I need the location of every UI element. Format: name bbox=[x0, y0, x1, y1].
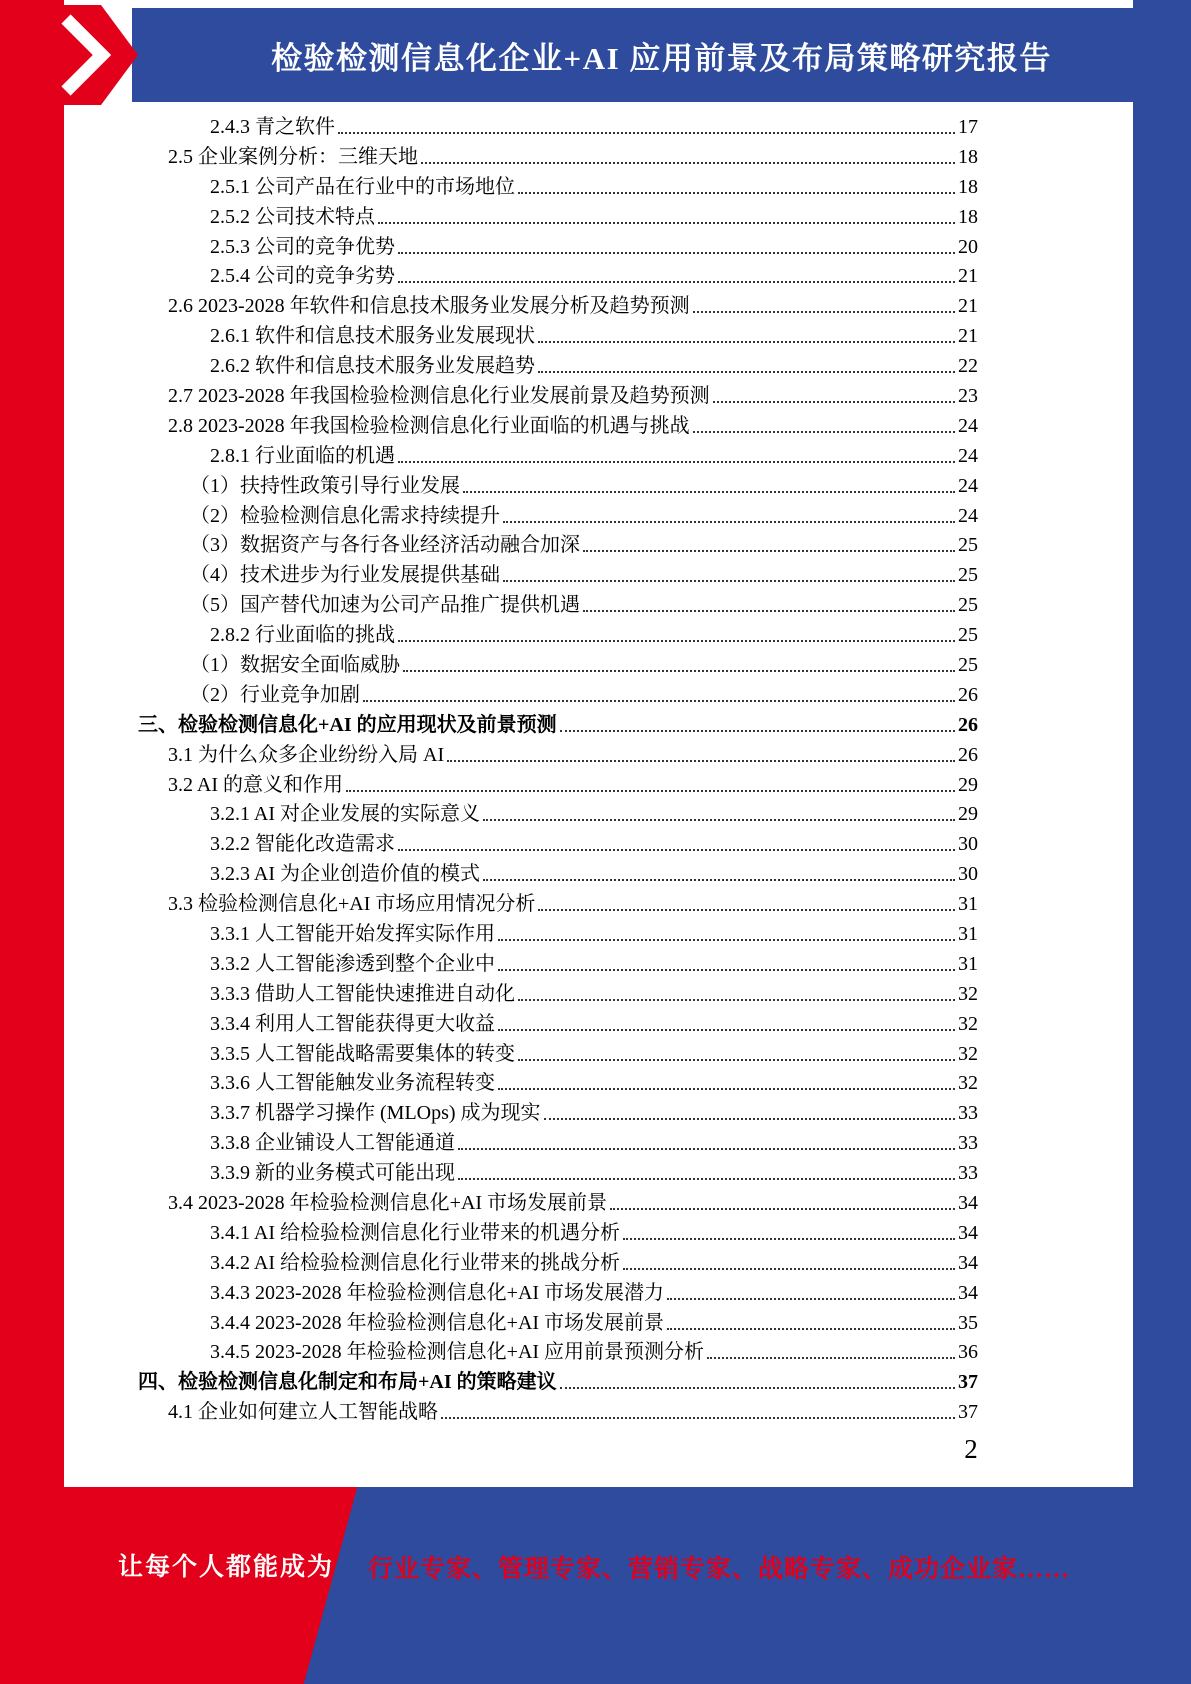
toc-entry-label: 3.2.3 AI 为企业创造价值的模式 bbox=[210, 863, 480, 886]
toc-entry[interactable] bbox=[138, 680, 978, 710]
toc-entry-page: 24 bbox=[958, 504, 978, 527]
toc-dot-leader bbox=[538, 371, 955, 373]
toc-dot-leader bbox=[498, 939, 955, 941]
toc-entry-page: 34 bbox=[958, 1251, 978, 1274]
toc-entry-page: 33 bbox=[958, 1102, 978, 1125]
toc-entry-label: （4）技术进步为行业发展提供基础 bbox=[190, 564, 500, 587]
toc-entry-label: 3.4 2023-2028 年检验检测信息化+AI 市场发展前景 bbox=[168, 1192, 608, 1214]
toc-dot-leader bbox=[503, 521, 955, 523]
toc-entry[interactable] bbox=[138, 620, 978, 650]
toc-entry[interactable] bbox=[138, 949, 978, 979]
toc-entry-label: （2）检验检测信息化需求持续提升 bbox=[190, 504, 500, 527]
toc-entry-label: 3.4.1 AI 给检验检测信息化行业带来的机遇分析 bbox=[210, 1221, 620, 1244]
toc-entry-page: 25 bbox=[958, 564, 978, 587]
toc-dot-leader bbox=[623, 1268, 955, 1270]
toc-entry-label: 2.5.3 公司的竞争优势 bbox=[210, 235, 395, 258]
toc-entry-label: 4.1 企业如何建立人工智能战略 bbox=[168, 1401, 438, 1424]
toc-entry-page: 37 bbox=[958, 1371, 978, 1394]
toc-dot-leader bbox=[518, 1059, 955, 1061]
toc-entry[interactable] bbox=[138, 650, 978, 680]
toc-entry-label: 2.8.2 行业面临的挑战 bbox=[210, 624, 395, 647]
toc-entry[interactable] bbox=[138, 1367, 978, 1397]
toc-entry[interactable] bbox=[138, 291, 978, 321]
toc-entry-page: 26 bbox=[958, 743, 978, 766]
toc-entry[interactable] bbox=[138, 530, 978, 560]
toc-entry-label: 2.5.1 公司产品在行业中的市场地位 bbox=[210, 175, 515, 198]
toc-dot-leader bbox=[483, 819, 955, 821]
toc-entry-label: 三、检验检测信息化+AI 的应用现状及前景预测 bbox=[138, 713, 557, 736]
toc-entry-label: 3.3.6 人工智能触发业务流程转变 bbox=[210, 1072, 495, 1095]
toc-dot-leader bbox=[667, 1298, 955, 1300]
toc-dot-leader bbox=[498, 969, 955, 971]
toc-entry-page: 32 bbox=[958, 982, 978, 1005]
toc-dot-leader bbox=[560, 730, 955, 732]
toc-entry-page: 22 bbox=[958, 355, 978, 378]
toc-dot-leader bbox=[447, 760, 955, 762]
report-title: 检验检测信息化企业+AI 应用前景及布局策略研究报告 bbox=[271, 40, 1052, 76]
toc-entry-label: （3）数据资产与各行各业经济活动融合加深 bbox=[190, 534, 580, 557]
toc-entry-label: 3.4.2 AI 给检验检测信息化行业带来的挑战分析 bbox=[210, 1251, 620, 1274]
toc-entry-label: 3.3.1 人工智能开始发挥实际作用 bbox=[210, 922, 495, 945]
toc-entry-label: 2.6.1 软件和信息技术服务业发展现状 bbox=[210, 325, 535, 348]
toc-entry-label: 3.2 AI 的意义和作用 bbox=[168, 773, 343, 796]
toc-entry[interactable] bbox=[138, 381, 978, 411]
toc-entry-label: 2.4.3 青之软件 bbox=[210, 115, 335, 138]
toc-entry-page: 25 bbox=[958, 653, 978, 676]
report-header bbox=[132, 8, 1191, 102]
toc-entry-page: 21 bbox=[958, 265, 978, 288]
toc-entry-label: 3.1 为什么众多企业纷纷入局 AI bbox=[168, 743, 445, 766]
toc-dot-leader bbox=[403, 670, 955, 672]
toc-dot-leader bbox=[583, 610, 955, 612]
toc-dot-leader bbox=[503, 580, 955, 582]
toc-entry[interactable] bbox=[138, 889, 978, 919]
toc-entry-page: 31 bbox=[958, 893, 978, 916]
toc-entry-page: 21 bbox=[958, 325, 978, 348]
toc-entry-page: 24 bbox=[958, 414, 978, 437]
toc-entry[interactable] bbox=[138, 172, 978, 202]
toc-entry-label: 3.3.7 机器学习操作 (MLOps) 成为现实 bbox=[210, 1102, 541, 1125]
toc-entry-page: 31 bbox=[958, 952, 978, 975]
toc-entry[interactable] bbox=[138, 202, 978, 232]
toc-entry[interactable] bbox=[138, 1098, 978, 1128]
toc-entry-page: 33 bbox=[958, 1162, 978, 1185]
toc-entry-label: 3.3.9 新的业务模式可能出现 bbox=[210, 1162, 455, 1185]
toc-entry-page: 34 bbox=[958, 1281, 978, 1304]
toc-dot-leader bbox=[583, 550, 955, 552]
toc-dot-leader bbox=[398, 640, 955, 642]
page-number: 2 bbox=[964, 1434, 978, 1464]
toc-dot-leader bbox=[378, 222, 955, 224]
toc-entry-page: 20 bbox=[958, 235, 978, 258]
toc-entry-page: 29 bbox=[958, 773, 978, 796]
toc-entry-label: 2.5.2 公司技术特点 bbox=[210, 205, 375, 228]
toc-entry[interactable] bbox=[138, 1278, 978, 1308]
toc-dot-leader bbox=[560, 1387, 955, 1389]
toc-entry-page: 18 bbox=[958, 175, 978, 198]
toc-entry-page: 35 bbox=[958, 1311, 978, 1334]
toc-dot-leader bbox=[458, 1148, 955, 1150]
toc-entry-label: 3.4.4 2023-2028 年检验检测信息化+AI 市场发展前景 bbox=[210, 1311, 665, 1334]
toc-entry-page: 18 bbox=[958, 205, 978, 228]
toc-entry-page: 25 bbox=[958, 624, 978, 647]
toc-dot-leader bbox=[693, 431, 955, 433]
toc-entry[interactable] bbox=[138, 1218, 978, 1248]
page-footer bbox=[0, 1487, 1191, 1684]
toc-entry-page: 32 bbox=[958, 1012, 978, 1035]
toc-entry[interactable] bbox=[138, 1009, 978, 1039]
toc-dot-leader bbox=[498, 1088, 955, 1090]
toc-entry-label: 3.3 检验检测信息化+AI 市场应用情况分析 bbox=[168, 893, 536, 916]
toc-entry-page: 34 bbox=[958, 1221, 978, 1244]
toc-dot-leader bbox=[421, 162, 955, 164]
toc-entry-page: 37 bbox=[958, 1401, 978, 1424]
toc-entry-label: （5）国产替代加速为公司产品推广提供机遇 bbox=[190, 594, 580, 617]
toc-entry[interactable] bbox=[138, 471, 978, 501]
toc-dot-leader bbox=[398, 461, 955, 463]
toc-entry-page: 30 bbox=[958, 863, 978, 886]
toc-entry-page: 26 bbox=[958, 683, 978, 706]
toc-entry[interactable] bbox=[138, 1039, 978, 1069]
toc-entry[interactable] bbox=[138, 321, 978, 351]
toc-entry-page: 24 bbox=[958, 444, 978, 467]
toc-entry-label: （1）数据安全面临威胁 bbox=[190, 653, 400, 676]
toc-entry-label: 3.4.3 2023-2028 年检验检测信息化+AI 市场发展潜力 bbox=[210, 1281, 665, 1304]
toc-entry[interactable] bbox=[138, 351, 978, 381]
toc-dot-leader bbox=[498, 1029, 955, 1031]
toc-dot-leader bbox=[538, 909, 955, 911]
toc-dot-leader bbox=[398, 849, 955, 851]
toc-entry-label: 2.7 2023-2028 年我国检验检测信息化行业发展前景及趋势预测 bbox=[168, 384, 710, 407]
toc-entry-page: 32 bbox=[958, 1042, 978, 1065]
toc-entry-label: 2.5.4 公司的竞争劣势 bbox=[210, 265, 395, 288]
footer-red-panel bbox=[0, 1487, 1191, 1684]
toc-entry[interactable] bbox=[138, 441, 978, 471]
toc-entry-label: 2.5 企业案例分析：三维天地 bbox=[168, 145, 418, 168]
footer-slogan-left: 让每个人都能成为 bbox=[118, 1554, 335, 1581]
toc-entry-page: 31 bbox=[958, 922, 978, 945]
toc-entry[interactable] bbox=[138, 1308, 978, 1338]
right-blue-band bbox=[1133, 0, 1191, 1684]
toc-entry[interactable] bbox=[138, 1397, 978, 1427]
toc-entry[interactable] bbox=[138, 1069, 978, 1099]
toc-entry-label: 3.3.2 人工智能渗透到整个企业中 bbox=[210, 952, 495, 975]
toc-dot-leader bbox=[667, 1328, 955, 1330]
toc-entry[interactable] bbox=[138, 590, 978, 620]
toc-entry[interactable] bbox=[138, 1248, 978, 1278]
toc-entry-label: 3.2.1 AI 对企业发展的实际意义 bbox=[210, 803, 480, 826]
toc-entry-page: 32 bbox=[958, 1072, 978, 1095]
toc-entry[interactable] bbox=[138, 919, 978, 949]
toc-entry-label: 3.2.2 智能化改造需求 bbox=[210, 833, 395, 856]
toc-entry-page: 25 bbox=[958, 534, 978, 557]
toc-entry-label: 3.3.5 人工智能战略需要集体的转变 bbox=[210, 1042, 515, 1065]
toc-entry-page: 26 bbox=[958, 713, 978, 736]
toc-entry[interactable] bbox=[138, 979, 978, 1009]
toc-entry-label: 3.3.3 借助人工智能快速推进自动化 bbox=[210, 982, 515, 1005]
toc-entry-page: 17 bbox=[958, 115, 978, 138]
toc-dot-leader bbox=[483, 879, 955, 881]
toc-entry[interactable] bbox=[138, 1128, 978, 1158]
toc-entry[interactable] bbox=[138, 501, 978, 531]
double-chevron-right-icon bbox=[56, 5, 138, 105]
toc-entry[interactable] bbox=[138, 1188, 978, 1218]
toc-dot-leader bbox=[610, 1208, 955, 1210]
toc-entry-page: 34 bbox=[958, 1192, 978, 1214]
toc-entry[interactable] bbox=[138, 142, 978, 172]
toc-dot-leader bbox=[713, 401, 955, 403]
toc-dot-leader bbox=[693, 311, 955, 313]
toc-entry-label: 3.4.5 2023-2028 年检验检测信息化+AI 应用前景预测分析 bbox=[210, 1341, 705, 1364]
toc-entry-label: 3.3.8 企业铺设人工智能通道 bbox=[210, 1132, 455, 1155]
toc-entry[interactable] bbox=[138, 740, 978, 770]
toc-dot-leader bbox=[518, 192, 955, 194]
toc-dot-leader bbox=[458, 1178, 955, 1180]
toc-entry[interactable] bbox=[138, 232, 978, 262]
toc-entry[interactable] bbox=[138, 112, 978, 142]
toc-dot-leader bbox=[463, 491, 955, 493]
toc-entry[interactable] bbox=[138, 799, 978, 829]
toc-entry-page: 36 bbox=[958, 1341, 978, 1364]
toc-dot-leader bbox=[346, 790, 955, 792]
toc-dot-leader bbox=[398, 281, 955, 283]
toc-entry[interactable] bbox=[138, 1338, 978, 1368]
toc-dot-leader bbox=[538, 341, 955, 343]
table-of-contents bbox=[138, 112, 978, 1427]
toc-entry[interactable] bbox=[138, 770, 978, 800]
toc-entry-page: 23 bbox=[958, 384, 978, 407]
toc-dot-leader bbox=[338, 132, 955, 134]
toc-dot-leader bbox=[544, 1118, 955, 1120]
toc-entry-label: 2.6 2023-2028 年软件和信息技术服务业发展分析及趋势预测 bbox=[168, 295, 690, 318]
toc-entry[interactable] bbox=[138, 859, 978, 889]
toc-entry-page: 18 bbox=[958, 145, 978, 168]
footer-slogan-right: 行业专家、管理专家、营销专家、战略专家、成功企业家…… bbox=[368, 1556, 1071, 1583]
toc-dot-leader bbox=[441, 1417, 955, 1419]
toc-dot-leader bbox=[623, 1238, 955, 1240]
toc-entry-label: 2.6.2 软件和信息技术服务业发展趋势 bbox=[210, 355, 535, 378]
toc-dot-leader bbox=[518, 999, 955, 1001]
toc-entry-label: 四、检验检测信息化制定和布局+AI 的策略建议 bbox=[138, 1371, 557, 1394]
toc-entry-page: 33 bbox=[958, 1132, 978, 1155]
left-red-band bbox=[0, 0, 64, 1684]
toc-dot-leader bbox=[398, 252, 955, 254]
toc-entry[interactable] bbox=[138, 261, 978, 291]
toc-entry-label: （2）行业竞争加剧 bbox=[190, 683, 360, 706]
toc-entry-page: 25 bbox=[958, 594, 978, 617]
toc-entry-page: 29 bbox=[958, 803, 978, 826]
toc-entry-page: 30 bbox=[958, 833, 978, 856]
toc-entry-label: （1）扶持性政策引导行业发展 bbox=[190, 474, 460, 497]
toc-entry[interactable] bbox=[138, 1158, 978, 1188]
toc-entry-page: 24 bbox=[958, 474, 978, 497]
toc-entry-label: 2.8.1 行业面临的机遇 bbox=[210, 444, 395, 467]
toc-dot-leader bbox=[363, 700, 955, 702]
toc-entry-label: 2.8 2023-2028 年我国检验检测信息化行业面临的机遇与挑战 bbox=[168, 414, 690, 437]
toc-entry-label: 3.3.4 利用人工智能获得更大收益 bbox=[210, 1012, 495, 1035]
toc-entry-page: 21 bbox=[958, 295, 978, 318]
toc-entry[interactable] bbox=[138, 560, 978, 590]
toc-entry[interactable] bbox=[138, 829, 978, 859]
toc-entry[interactable] bbox=[138, 710, 978, 740]
toc-dot-leader bbox=[707, 1357, 955, 1359]
toc-entry[interactable] bbox=[138, 411, 978, 441]
